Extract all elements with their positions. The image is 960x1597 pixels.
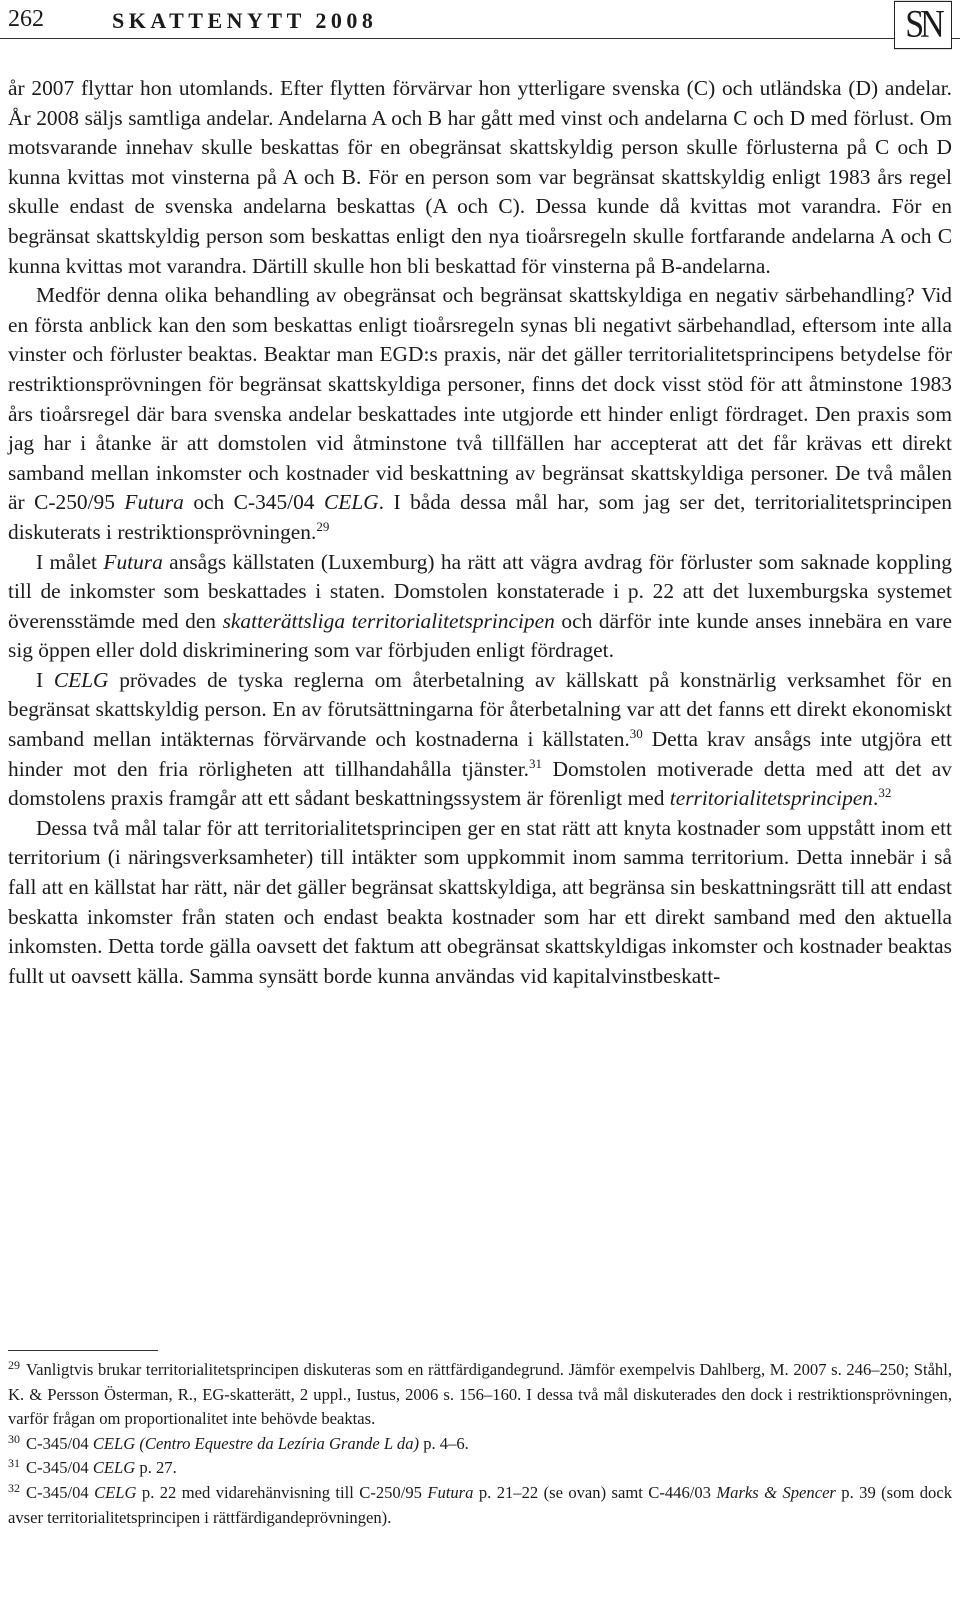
footnote-31: $^{31}$ C-345/04 CELG p. 27.	[8, 1456, 177, 1478]
paragraph-1: år 2007 flyttar hon utomlands. Efter flytten förvärvar hon ytterligare svenska (C) och utländska (D) andelar. År 2008 säljs samtliga andelar. Andelarna A och B har gått med vinst och andelarna C och D med förlust. Om motsvarande innehav skulle beskattas för en obegränsat skattskyldig person skulle förlusterna på C och D kunna kvittas mot vinsterna på A och B. För en person som var begränsat skattskyldig enligt 1983 års regel skulle endast de svenska andelarna beskattas (A och C). Dessa kunde då kvittas mot varandra. För en begränsat skattskyldig person som beskattas enligt den nya tioårsregeln skulle fortfarande andelarna A och C kunna kvittas mot varandra. Därtill skulle hon bli beskattad för vinsterna på B-andelarna.	[8, 76, 952, 278]
footnote-rule	[8, 1350, 158, 1351]
footnote-ref-29: 29	[316, 518, 330, 534]
footnote-29: $^{29}$ Vanligtvis brukar territorialitetsprincipen diskuteras som en rättfärdigandegrund. Jämför exempelvis Dahlberg, M. 2007 s. 246–250; Ståhl, K. & Persson Österman, R., EG-skatterätt, 2 uppl., Iustus, 2006 s. 156–160. I dessa två mål diskuterades den dock i restriktionsprövningen, varför frågan om proportionalitet inte behövde beaktas.	[8, 1358, 952, 1429]
footnotes	[8, 1358, 952, 1530]
journal-title: SKATTENYTT 2008	[112, 8, 378, 33]
paragraph-4: I CELG prövades de tyska reglerna om återbetalning av källskatt på konstnärlig verksamhet för en begränsat skattskyldig person. En av förutsättningarna för återbetalning var att det fanns ett direkt ekonomiskt samband mellan intäkternas förvärvande och kostnaderna i källstaten.$^{30}$ Detta krav ansågs inte utgjöra ett hinder mot den fria rörligheten att tillhandahålla tjänster.$^{31}$ Domstolen motiverade detta med att det av domstolens praxis framgår att ett sådant beskattningssystem är förenligt med territorialitetsprincipen.$^{32}$	[8, 667, 952, 811]
case-name-futura: Futura	[103, 549, 163, 574]
paragraph-2: Medför denna olika behandling av obegränsat och begränsat skattskyldiga en negativ särbehandling? Vid en första anblick kan den som beskattas enligt tioårsregeln synas bli negativt särbehandlad, eftersom inte alla vinster och förluster beaktas. Beaktar man EGD:s praxis, när det gäller territorialitetsprincipens betydelse för restriktionsprövningen för begränsat skattskyldiga personer, finns det dock visst stöd för att åtminstone 1983 års tioårsregel där bara svenska andelar beskattades inte utgjorde ett hinder enligt fördraget. Den praxis som jag har i åtanke är att domstolen vid åtminstone två tillfällen har accepterat att det får krävas ett direkt samband mellan inkomster och kostnader vid beskattning av begränsat skattskyldiga personer. De två målen är C-250/95 Futura och C-345/04 CELG. I båda dessa mål har, som jag ser det, territorialitetsprincipen diskuterats i restriktionsprövningen.$^{29}$	[8, 283, 952, 544]
footnote-number: 30	[8, 1431, 20, 1446]
footnote-number: 29	[8, 1358, 20, 1372]
footnote-ref-30: 30	[629, 726, 643, 742]
footnote-30: $^{30}$ C-345/04 CELG (Centro Equestre da Lezíria Grande L da) p. 4–6.	[8, 1431, 469, 1453]
paragraph-3: I målet Futura ansågs källstaten (Luxemburg) ha rätt att vägra avdrag för förluster som saknade koppling till de inkomster som beskattades i staten. Domstolen konstaterade i p. 22 att det luxemburgska systemet överensstämde med den skatterättsliga territorialitetsprincipen och därför inte kunde anses innebära en vare sig öppen eller dold diskriminering som var förbjuden enligt fördraget.	[8, 549, 952, 663]
footnote-ref-32: 32	[878, 785, 892, 801]
emphasis-principle: skatterättsliga territorialitetsprincipen	[222, 608, 555, 633]
footnote-number: 32	[8, 1480, 20, 1495]
page-number: 262	[8, 6, 44, 32]
footnote-32: $^{32}$ C-345/04 CELG p. 22 med vidarehänvisning till C-250/95 Futura p. 21–22 (se ovan) samt C-446/03 Marks & Spencer p. 39 (som dock avser territorialitetsprincipen i rättfärdigandeprövningen).	[8, 1480, 952, 1527]
journal-logo	[894, 1, 952, 49]
emphasis-principle: territorialitetsprincipen	[669, 786, 873, 811]
paragraph-5: Dessa två mål talar för att territorialitetsprincipen ger en stat rätt att knyta kostnader som uppstått inom ett territorium (i näringsverksamheter) till intäkter som uppkommit inom samma territorium. Detta innebär i så fall att en källstat har rätt, när det gäller begränsat skattskyldiga, att begränsa sin beskattningsrätt till att endast beskatta inkomster från staten och endast beakta kostnader som har ett direkt samband med den aktuella inkomsten. Detta torde gälla oavsett det faktum att obegränsat skattskyldigas inkomster och kostnader beaktas fullt ut oavsett källa. Samma synsätt borde kunna användas vid kapitalvinstbeskatt-	[8, 815, 952, 988]
case-name-celg: CELG	[53, 667, 109, 692]
case-name-celg: CELG	[323, 490, 379, 515]
article-body	[8, 74, 952, 991]
case-name-futura: Futura	[124, 490, 184, 515]
page-header	[0, 0, 960, 50]
journal-logo-text: SN	[905, 3, 941, 46]
footnote-ref-31: 31	[529, 755, 543, 771]
header-rule	[0, 38, 960, 39]
footnote-number: 31	[8, 1456, 20, 1471]
